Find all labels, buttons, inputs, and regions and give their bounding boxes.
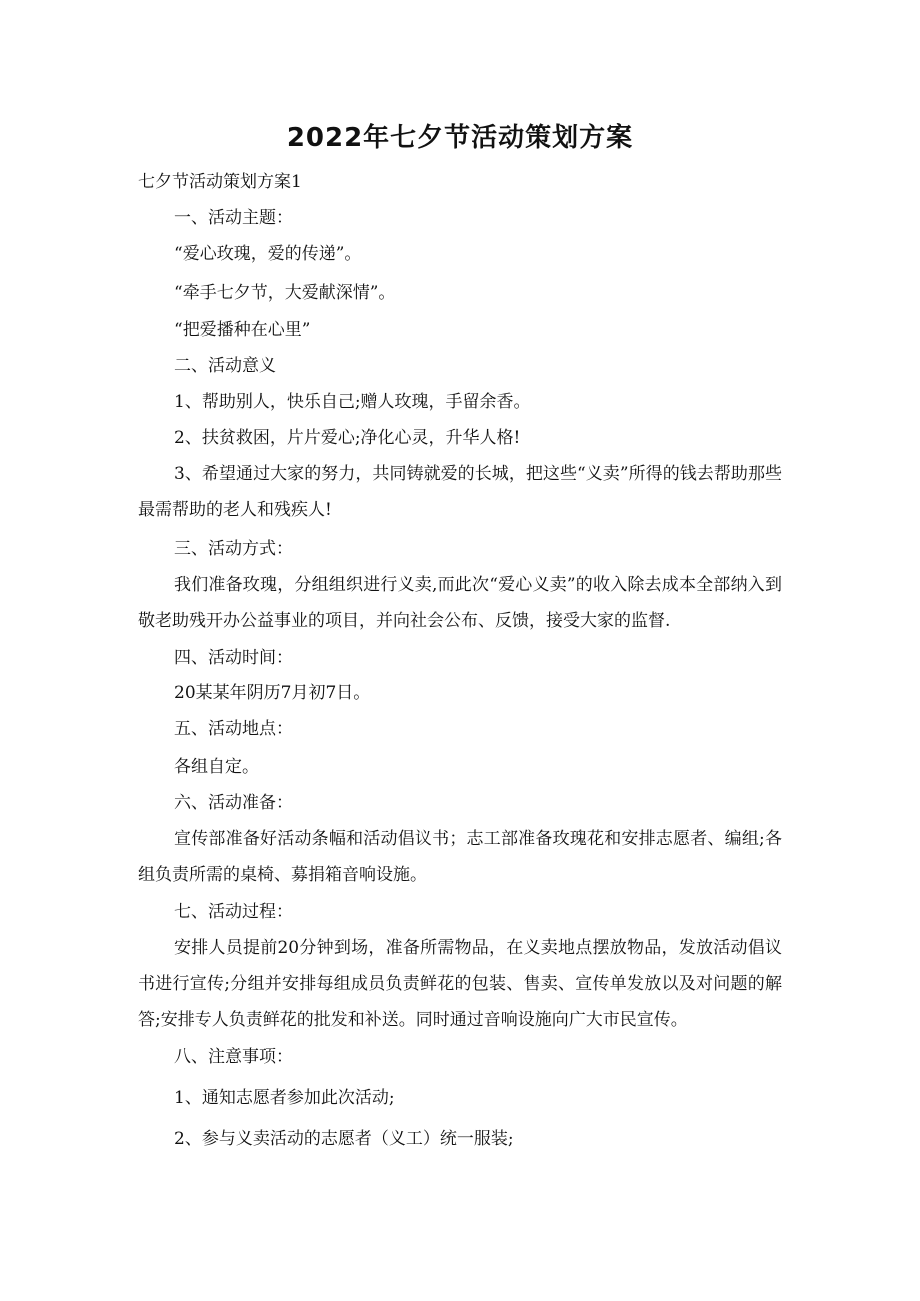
section-heading-location: 五、活动地点： [174,719,293,739]
process-paragraph: 安排人员提前20分钟到场，准备所需物品，在义卖地点摆放物品，发放活动倡议书进行宣传;分组并安排每组成员负责鲜花的包装、售卖、宣传单发放以及对问题的解答;安排专人负责鲜花的批发和补送。同时通过音响设施向广大市民宣传。 [138,938,782,1030]
note-item-2: 2、参与义卖活动的志愿者（义工）统一服装; [174,1129,514,1149]
section-heading-preparation: 六、活动准备： [174,793,293,813]
section-heading-theme: 一、活动主题： [174,208,293,228]
method-paragraph: 我们准备玫瑰，分组组织进行义卖,而此次“爱心义卖”的收入除去成本全部纳入到敬老助残开办公益事业的项目，并向社会公布、反馈，接受大家的监督. [138,575,782,631]
section-heading-process: 七、活动过程： [174,902,293,922]
location-text: 各组自定。 [174,757,259,777]
theme-slogan-2: “牵手七夕节，大爱献深情”。 [174,283,396,303]
time-text: 20某某年阴历7月初7日。 [174,683,371,703]
theme-slogan-3: “把爱播种在心里” [174,320,311,340]
document-subtitle: 七夕节活动策划方案1 [138,172,302,192]
document-title: 2022年七夕节活动策划方案 [286,123,634,153]
significance-item-2: 2、扶贫救困，片片爱心;净化心灵，升华人格! [174,428,521,448]
significance-item-1: 1、帮助别人，快乐自己;赠人玫瑰，手留余香。 [174,392,531,412]
section-heading-notes: 八、注意事项： [174,1047,293,1067]
section-heading-significance: 二、活动意义 [174,356,276,376]
theme-slogan-1: “爱心玫瑰，爱的传递”。 [174,244,362,264]
preparation-paragraph: 宣传部准备好活动条幅和活动倡议书；志工部准备玫瑰花和安排志愿者、编组;各组负责所需的桌椅、募捐箱音响设施。 [138,829,782,885]
significance-item-3: 3、希望通过大家的努力，共同铸就爱的长城，把这些“义卖”所得的钱去帮助那些最需帮助的老人和残疾人! [138,464,782,520]
section-heading-method: 三、活动方式： [174,539,293,559]
section-heading-time: 四、活动时间： [174,648,293,668]
note-item-1: 1、通知志愿者参加此次活动; [174,1088,395,1108]
